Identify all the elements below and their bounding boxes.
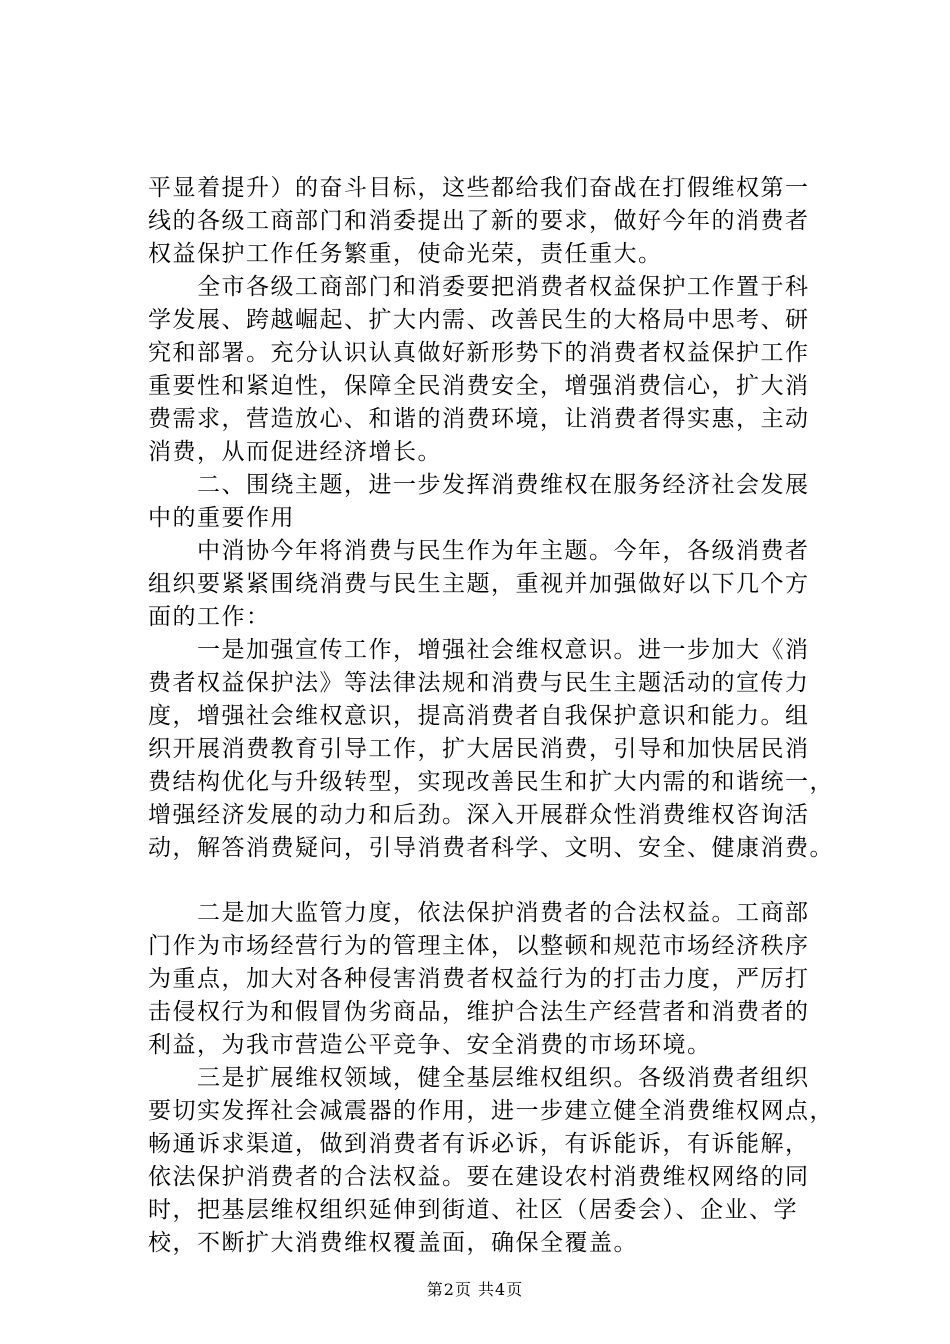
text-line: 度，增强社会维权意识，提高消费者自我保护意识和能力。组 (148, 703, 810, 729)
text-line: 时，把基层维权组织延伸到街道、社区（居委会）、企业、学 (148, 1197, 798, 1223)
text-line: 费需求，营造放心、和谐的消费环境，让消费者得实惠，主动 (148, 406, 810, 432)
text-line: 组织要紧紧围绕消费与民生主题，重视并加强做好以下几个方 (148, 571, 810, 597)
text-line: 面的工作： (148, 604, 271, 630)
text-line: 要切实发挥社会减震器的作用，进一步建立健全消费维权网点， (148, 1098, 834, 1124)
text-line: 击侵权行为和假冒伪劣商品，维护合法生产经营者和消费者的 (148, 999, 810, 1025)
text-line: 门作为市场经营行为的管理主体，以整顿和规范市场经济秩序 (148, 933, 810, 959)
text-line: 校，不断扩大消费维权覆盖面，确保全覆盖。 (148, 1230, 638, 1256)
text-line: 费结构优化与升级转型，实现改善民生和扩大内需的和谐统一， (148, 769, 834, 795)
section-heading: 中的重要作用 (148, 505, 295, 531)
text-line: 线的各级工商部门和消委提出了新的要求，做好今年的消费者 (148, 208, 810, 234)
text-line: 二是加大监管力度，依法保护消费者的合法权益。工商部 (148, 900, 810, 926)
text-line: 增强经济发展的动力和后劲。深入开展群众性消费维权咨询活 (148, 802, 810, 828)
text-line: 学发展、跨越崛起、扩大内需、改善民生的大格局中思考、研 (148, 307, 810, 333)
text-line: 费者权益保护法》等法律法规和消费与民生主题活动的宣传力 (148, 670, 810, 696)
text-line: 为重点，加大对各种侵害消费者权益行为的打击力度，严厉打 (148, 966, 810, 992)
text-line: 依法保护消费者的合法权益。要在建设农村消费维权网络的同 (148, 1164, 810, 1190)
text-line: 利益，为我市营造公平竞争、安全消费的市场环境。 (148, 1032, 712, 1058)
text-line: 动，解答消费疑问，引导消费者科学、文明、安全、健康消费。 (148, 835, 834, 861)
text-line: 究和部署。充分认识认真做好新形势下的消费者权益保护工作 (148, 340, 810, 366)
section-heading: 二、围绕主题，进一步发挥消费维权在服务经济社会发展 (148, 472, 810, 498)
text-line: 织开展消费教育引导工作，扩大居民消费，引导和加快居民消 (148, 736, 810, 762)
paragraph-spacer (148, 865, 838, 897)
text-line: 中消协今年将消费与民生作为年主题。今年，各级消费者 (148, 538, 810, 564)
text-line: 重要性和紧迫性，保障全民消费安全，增强消费信心，扩大消 (148, 373, 810, 399)
text-line: 消费，从而促进经济增长。 (148, 439, 442, 465)
text-line: 权益保护工作任务繁重，使命光荣，责任重大。 (148, 241, 663, 267)
text-line: 全市各级工商部门和消委要把消费者权益保护工作置于科 (148, 274, 810, 300)
text-line: 畅通诉求渠道，做到消费者有诉必诉，有诉能诉，有诉能解， (148, 1131, 810, 1157)
page-number-footer: 第2页 共4页 (426, 1280, 524, 1299)
document-body (148, 172, 838, 1260)
text-line: 三是扩展维权领域，健全基层维权组织。各级消费者组织 (148, 1065, 810, 1091)
text-line: 平显着提升）的奋斗目标，这些都给我们奋战在打假维权第一 (148, 175, 810, 201)
text-line: 一是加强宣传工作，增强社会维权意识。进一步加大《消 (148, 637, 810, 663)
